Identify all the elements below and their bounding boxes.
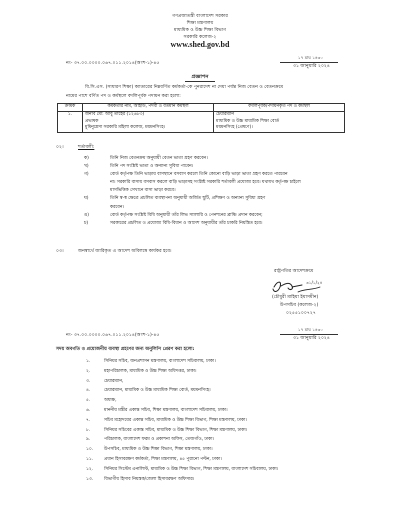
date-divider: [280, 334, 338, 335]
list-item: ৮. সিনিয়র সচিবের একান্ত সচিব, মাধ্যমিক ও উচ্চ শিক্ষা বিভাগ, শিক্ষা মন্ত্রণালয়, ঢাকা।: [86, 427, 248, 433]
conditions-number: ০২।: [56, 145, 64, 150]
condition-item: গ) বোর্ড কর্তৃপক্ষ তিনি ভাড়ায় বাসস্থানে বসবাস করলে তিনি কোনো বাড়ি ভাড়া ভাতা গ্রহণ করতে পারবেন: [84, 172, 288, 178]
memo-date-bangla: ১৭ মাঘ ১৪৩০: [298, 55, 324, 60]
date-divider: [280, 62, 338, 63]
table-row: [58, 111, 345, 132]
header-division-line: মাধ্যমিক ও উচ্চ শিক্ষা বিভাগ: [173, 28, 227, 33]
table-cell-serial: ১.: [58, 111, 83, 132]
memo-date-english: ৩১ জানুয়ারি ২০২৪: [293, 63, 330, 69]
condition-item-continued: করবেন।: [110, 204, 124, 210]
list-item: ৭. সচিব মহোদয়ের একান্ত সচিব, মাধ্যমিক ও উচ্চ শিক্ষা বিভাগ, শিক্ষা মন্ত্রণালয়, ঢাকা।: [86, 417, 247, 423]
list-item: ১২. সিনিয়র সিস্টেম এনালিস্ট, মাধ্যমিক ও উচ্চ শিক্ষা বিভাগ, শিক্ষা মন্ত্রণালয়, বাংলাদেশ সচিবালয়, ঢাকা।: [86, 466, 279, 472]
condition-item: ক) তিনি নিজ বেতনক্রম অনুযায়ী বেতন ভাতা গ্রহণ করবেন।: [84, 156, 208, 161]
table-header-serial: ক্রমিক: [58, 104, 83, 112]
signature-by-order: রাষ্ট্রপতির আদেশক্রমে: [274, 269, 314, 274]
notification-title: প্রজ্ঞাপন: [191, 74, 209, 80]
officer-designation: প্রভাষক: [85, 118, 99, 124]
table-header-row: [58, 104, 345, 112]
intro-line-2: নামের পাশে বর্ণিত পদ ও কর্মস্থলে বদলিপূর্বক পদায়ন করা হলো:: [66, 94, 181, 99]
header-website: www.shed.gov.bd: [170, 39, 230, 49]
table-cell-officer: [83, 111, 214, 132]
list-item: ৩. চেয়ারম্যান,: [86, 378, 124, 384]
memo-2-number: নং- ৩৭.০০.০০০০.০৬৭.০১১.২০১৪(অংশ-১)-৪৫: [66, 333, 160, 338]
list-item: ২. মহাপরিচালক, মাধ্যমিক ও উচ্চ শিক্ষা অধিদপ্তর, ঢাকা।: [86, 368, 197, 374]
signature-date: ৩১/১/২৪: [306, 280, 323, 285]
memo-2-date-english: ৩১ জানুয়ারি ২০২৪: [293, 335, 330, 341]
table-cell-posting: [214, 111, 345, 132]
distribution-heading: সদয় অবগতি ও প্রয়োজনীয় ব্যবস্থা গ্রহণের জন্য অনুলিপি প্রেরণ করা হলো:: [56, 347, 195, 352]
list-item: ১০. উপসচিব, মাধ্যমিক ও উচ্চ শিক্ষা বিভাগ, শিক্ষা মন্ত্রণালয়, ঢাকা।: [86, 447, 213, 453]
officer-workplace: মুমিনুন্নেসা সরকারি মহিলা কলেজ, ময়মনসিংহ।: [85, 125, 166, 131]
header-government-line: গণপ্রজাতন্ত্রী বাংলাদেশ সরকার: [172, 14, 228, 19]
officer-name: জনাব মো: আবু তাহের (১২৬৮৩): [85, 111, 145, 117]
condition-item-continued: মাসভিত্তিক সেখানে বাসা ভাড়া করবে।: [110, 188, 176, 194]
posting-city: ময়মনসিংহ (প্রেষণে)।: [216, 125, 253, 131]
list-item: ৬. মাননীয় মন্ত্রীর একান্ত সচিব, শিক্ষা মন্ত্রণালয়, বাংলাদেশ সচিবালয়, ঢাকা।: [86, 407, 228, 413]
header-ministry-line: শিক্ষা মন্ত্রণালয়: [186, 21, 214, 26]
condition-item: খ) তিনি পদ সংশ্লিষ্ট ভাতা ও অন্যান্য সুবিধা পাবেন।: [84, 164, 194, 170]
signatory-name: (চৌধুরী মাহিয়া ইয়াসমীন): [272, 295, 319, 300]
list-item: ৯. পরিচালক, বাংলাদেশ ফরম ও প্রকাশনা অফিস, তেজগাঁও, ঢাকা।: [86, 437, 215, 443]
list-item: ১৩. বিভাগীয় হিসাব নিয়ন্ত্রক/জেলা হিসাবরক্ষণ অফিসার।: [86, 476, 195, 482]
memo-number: নং- ৩৭.০০.০০০০.০৬৭.০১১.২০১৪(অংশ-১)-৪৫: [66, 61, 160, 66]
list-item: ৪. চেয়ারম্যান, মাধ্যমিক ও উচ্চ মাধ্যমিক শিক্ষা বোর্ড, ময়মনসিংহ।: [86, 388, 211, 394]
condition-item-continued: না। সরকারি বাসায় বসবাস করলে বাড়ি ভাড়াসহ সংশ্লিষ্ট সরকারি শর্তাবলী প্রযোজ্য হবে। যথাযথ কর্তৃপক্ষ চাইলে: [110, 180, 301, 186]
distribution-list: [86, 358, 386, 485]
posting-table: [57, 103, 345, 133]
signatory-phone: ০২৫৫১০০৭২৭: [286, 311, 316, 316]
list-item: ৫. অধ্যক্ষ,: [86, 398, 117, 404]
posting-designation: চেয়ারম্যান: [216, 111, 235, 117]
list-item: ১১. প্রধান হিসাবরক্ষণ কর্মকর্তা, শিক্ষা মন্ত্রণালয়, ৪৫ পুরানো পল্টন, ঢাকা।: [86, 456, 222, 462]
condition-item: চ) সরকারের প্রচলিত ও প্রযোজ্য বিধি-বিধান ও আদেশ অনুযায়ীর তাঁর চাকরি নিয়ন্ত্রিত হবে।: [84, 220, 263, 226]
intro-line-1: বি.সি.এস. (সাধারণ শিক্ষা) ক্যাডারের নিম্নবর্ণিত কর্মকর্তা-কে পুনরাদেশ না দেয়া পর্যন্ত নিজ বেতন ও বেতনক্রমে: [85, 85, 284, 90]
title-underline: [185, 81, 215, 82]
clause-3-number: ০৩।: [56, 249, 64, 254]
signatory-designation: উপসচিব (কলেজ-২): [280, 303, 319, 308]
list-item: ১. সিনিয়র সচিব, জনপ্রশাসন মন্ত্রণালয়, বাংলাদেশ সচিবালয়, ঢাকা।: [86, 359, 216, 364]
table-header-posting: বদলিপূর্বক/পদায়নকৃত পদ ও কর্মস্থল: [214, 104, 345, 112]
condition-item: ঘ) তিনি স্ব-স্ব ক্ষেত্রে প্রচলিত ব্যবস্থাপনা অনুযায়ী অর্জিত ছুটি, প্রশিক্ষণ ও অন্যান্য সুবিধা গ্রহণ: [84, 196, 266, 202]
clause-3-text: জনস্বার্থে জারিকৃত এ আদেশ অবিলম্বে কার্যকর হবে।: [78, 249, 172, 254]
table-header-officer: কর্মকর্তার নাম, আইডি, পদবী ও বর্তমান কর্মস্থল: [83, 104, 214, 112]
conditions-list: [84, 156, 384, 229]
posting-office: মাধ্যমিক ও উচ্চ মাধ্যমিক শিক্ষা বোর্ড: [216, 118, 279, 124]
condition-item: ঙ) বোর্ড কর্তৃপক্ষ সংশ্লিষ্ট বিধি অনুযায়ী তাঁর লিভ স্যালারি ও পেনশনের ব্রাঞ্চি প্রদান করবেন;: [84, 212, 263, 218]
conditions-heading: শর্তাবলী:: [78, 145, 95, 150]
header-section-line: সরকারি কলেজ-২: [183, 35, 217, 40]
memo-2-date-bangla: ১৭ মাঘ ১৪৩০: [298, 327, 324, 332]
